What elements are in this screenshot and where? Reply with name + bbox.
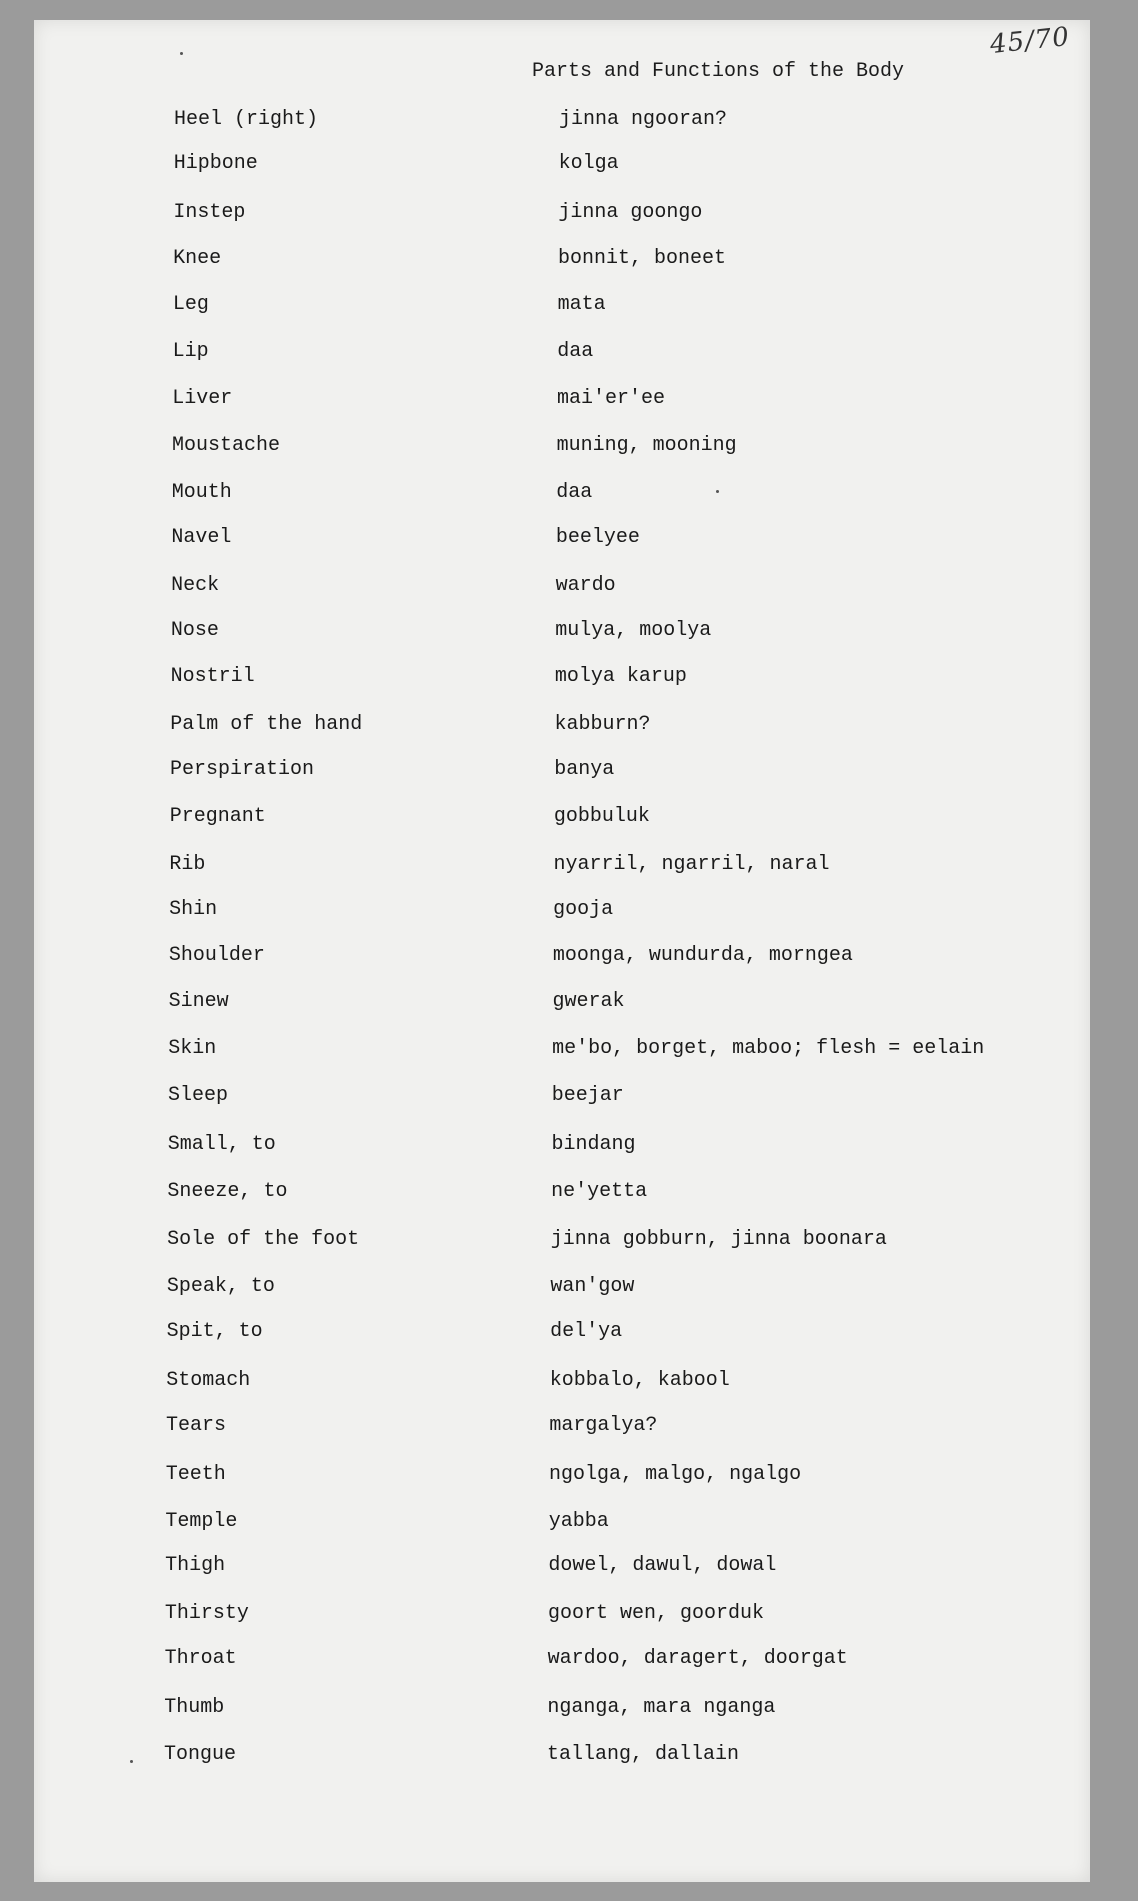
vocab-row	[0, 1228, 1138, 1260]
folio-number: 45/70	[988, 21, 1072, 61]
vocab-row	[0, 481, 1138, 513]
paper-speck	[180, 52, 183, 55]
aboriginal-gloss: wan'gow	[550, 1275, 635, 1298]
aboriginal-gloss: gooja	[553, 898, 614, 921]
aboriginal-gloss: nganga, mara nganga	[547, 1696, 776, 1719]
aboriginal-gloss: daa	[556, 481, 593, 504]
aboriginal-gloss: gwerak	[552, 990, 625, 1013]
english-term: Throat	[164, 1647, 237, 1670]
aboriginal-gloss: gobbuluk	[553, 805, 650, 828]
vocab-row	[0, 1414, 1138, 1446]
aboriginal-gloss: jinna goongo	[558, 201, 703, 224]
vocab-row	[0, 293, 1138, 325]
vocab-row	[0, 990, 1138, 1022]
english-term: Teeth	[165, 1463, 226, 1486]
english-term: Leg	[172, 293, 209, 316]
english-term: Shoulder	[168, 944, 265, 967]
vocab-row	[0, 108, 1138, 140]
english-term: Rib	[169, 853, 206, 876]
aboriginal-gloss: del'ya	[550, 1320, 623, 1343]
aboriginal-gloss: ngolga, malgo, ngalgo	[549, 1463, 802, 1486]
english-term: Tears	[166, 1414, 227, 1437]
vocab-row	[0, 1463, 1138, 1495]
aboriginal-gloss: yabba	[548, 1510, 609, 1533]
vocab-row	[0, 1696, 1138, 1728]
english-term: Knee	[173, 247, 222, 270]
english-term: Small, to	[167, 1133, 276, 1156]
english-term: Sole of the foot	[167, 1228, 360, 1251]
english-term: Hipbone	[173, 152, 258, 175]
aboriginal-gloss: wardo	[555, 574, 616, 597]
aboriginal-gloss: mai'er'ee	[556, 387, 665, 410]
aboriginal-gloss: goort wen, goorduk	[548, 1602, 765, 1625]
vocab-row	[0, 1320, 1138, 1352]
aboriginal-gloss: kolga	[558, 152, 619, 175]
vocab-row	[0, 1647, 1138, 1679]
english-term: Nose	[170, 619, 219, 642]
vocab-row	[0, 1369, 1138, 1401]
english-term: Thigh	[165, 1554, 226, 1577]
english-term: Speak, to	[166, 1275, 275, 1298]
vocab-row	[0, 1602, 1138, 1634]
vocab-row	[0, 247, 1138, 279]
vocab-row	[0, 201, 1138, 233]
aboriginal-gloss: molya karup	[554, 665, 687, 688]
vocab-row	[0, 574, 1138, 606]
english-term: Navel	[171, 526, 232, 549]
vocab-row	[0, 340, 1138, 372]
aboriginal-gloss: wardoo, daragert, doorgat	[547, 1647, 848, 1670]
vocab-row	[0, 1554, 1138, 1586]
aboriginal-gloss: jinna ngooran?	[559, 108, 728, 131]
vocab-row	[0, 387, 1138, 419]
english-term: Thumb	[164, 1696, 225, 1719]
english-term: Tongue	[164, 1743, 237, 1766]
aboriginal-gloss: me'bo, borget, maboo; flesh = eelain	[552, 1037, 985, 1060]
aboriginal-gloss: kobbalo, kabool	[549, 1369, 730, 1392]
english-term: Instep	[173, 201, 246, 224]
vocab-row	[0, 152, 1138, 184]
english-term: Perspiration	[170, 758, 315, 781]
aboriginal-gloss: daa	[557, 340, 594, 363]
english-term: Mouth	[171, 481, 232, 504]
aboriginal-gloss: dowel, dawul, dowal	[548, 1554, 777, 1577]
aboriginal-gloss: beejar	[551, 1084, 624, 1107]
english-term: Sinew	[168, 990, 229, 1013]
english-term: Spit, to	[166, 1320, 263, 1343]
aboriginal-gloss: muning, mooning	[556, 434, 737, 457]
vocab-row	[0, 713, 1138, 745]
vocab-row	[0, 758, 1138, 790]
vocab-row	[0, 1084, 1138, 1116]
aboriginal-gloss: margalya?	[549, 1414, 658, 1437]
vocab-row	[0, 898, 1138, 930]
aboriginal-gloss: mata	[557, 293, 606, 316]
vocab-row	[0, 665, 1138, 697]
aboriginal-gloss: tallang, dallain	[547, 1743, 740, 1766]
vocab-row	[0, 434, 1138, 466]
vocab-row	[0, 805, 1138, 837]
vocab-row	[0, 619, 1138, 651]
aboriginal-gloss: banya	[554, 758, 615, 781]
english-term: Heel (right)	[174, 108, 319, 131]
aboriginal-gloss: mulya, moolya	[555, 619, 712, 642]
vocab-row	[0, 1133, 1138, 1165]
english-term: Stomach	[166, 1369, 251, 1392]
aboriginal-gloss: jinna gobburn, jinna boonara	[550, 1228, 887, 1251]
english-term: Liver	[172, 387, 233, 410]
aboriginal-gloss: moonga, wundurda, morngea	[552, 944, 853, 967]
english-term: Moustache	[172, 434, 281, 457]
vocab-row	[0, 1180, 1138, 1212]
english-term: Sneeze, to	[167, 1180, 288, 1203]
english-term: Sleep	[168, 1084, 229, 1107]
english-term: Palm of the hand	[170, 713, 363, 736]
english-term: Lip	[172, 340, 209, 363]
english-term: Skin	[168, 1037, 217, 1060]
english-term: Nostril	[170, 665, 255, 688]
vocab-row	[0, 1510, 1138, 1542]
english-term: Neck	[171, 574, 220, 597]
aboriginal-gloss: nyarril, ngarril, naral	[553, 853, 830, 876]
page-title: Parts and Functions of the Body	[532, 60, 905, 83]
aboriginal-gloss: bindang	[551, 1133, 636, 1156]
english-term: Temple	[165, 1510, 238, 1533]
aboriginal-gloss: ne'yetta	[551, 1180, 648, 1203]
aboriginal-gloss: beelyee	[555, 526, 640, 549]
vocab-row	[0, 944, 1138, 976]
vocab-row	[0, 526, 1138, 558]
vocab-row	[0, 1275, 1138, 1307]
vocab-row	[0, 853, 1138, 885]
english-term: Pregnant	[169, 805, 266, 828]
aboriginal-gloss: kabburn?	[554, 713, 651, 736]
english-term: Thirsty	[164, 1602, 249, 1625]
vocab-row	[0, 1743, 1138, 1775]
english-term: Shin	[169, 898, 218, 921]
aboriginal-gloss: bonnit, boneet	[557, 247, 726, 270]
vocab-row	[0, 1037, 1138, 1069]
